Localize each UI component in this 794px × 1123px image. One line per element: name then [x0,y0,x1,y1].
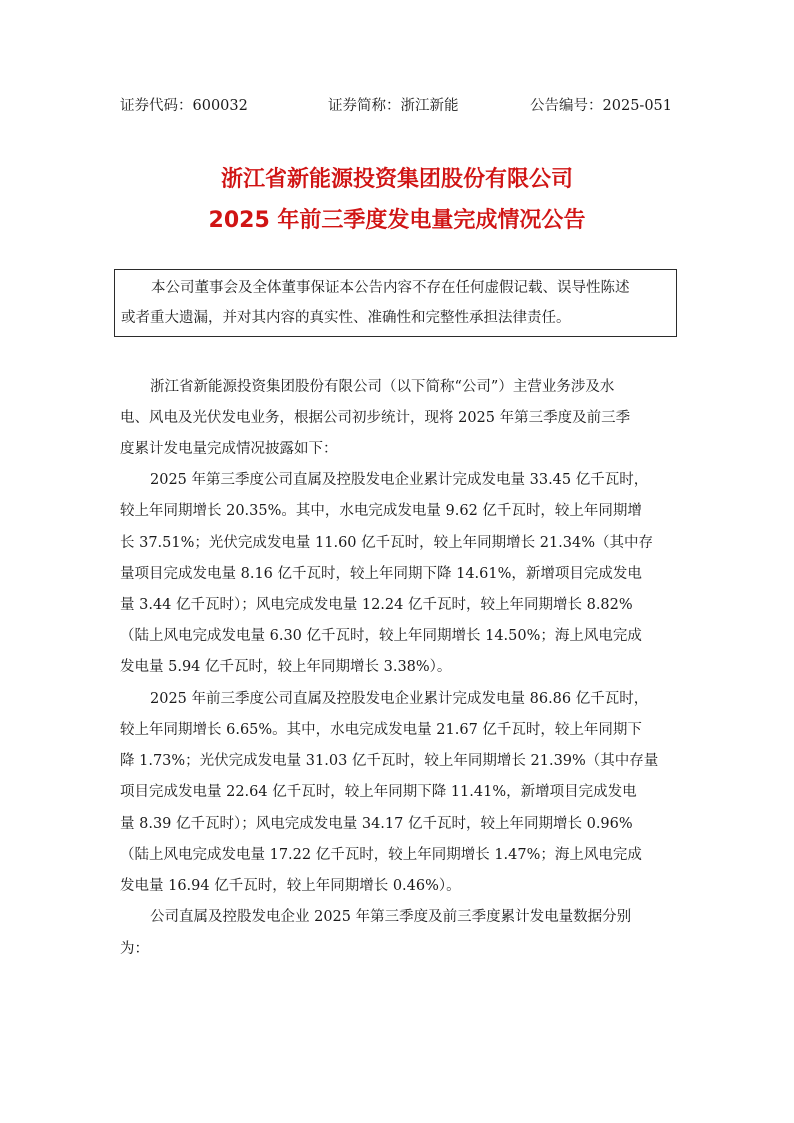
disclaimer-line: 或者重大遗漏，并对其内容的真实性、准确性和完整性承担法律责任。 [121,310,571,326]
paragraph-q3-line: 长 37.51%；光伏完成发电量 11.60 亿千瓦时，较上年同期增长 21.34%（其中存 [120,535,654,551]
paragraph-ytd-line: 2025 年前三季度公司直属及控股发电企业累计完成发电量 86.86 亿千瓦时， [150,691,649,707]
paragraph-q3-line: 量项目完成发电量 8.16 亿千瓦时，较上年同期下降 14.61%，新增项目完成发电 [120,566,642,582]
document-title-line2: 2025 年前三季度发电量完成情况公告 [208,208,586,233]
paragraph-data-line: 公司直属及控股发电企业 2025 年第三季度及前三季度累计发电量数据分别 [150,909,632,925]
paragraph-ytd-line: 降 1.73%；光伏完成发电量 31.03 亿千瓦时，较上年同期增长 21.39%（其中存量 [120,753,659,769]
stock-abbreviation: 证券简称：浙江新能 [328,98,459,114]
paragraph-q3-line: （陆上风电完成发电量 6.30 亿千瓦时，较上年同期增长 14.50%；海上风电完成 [120,628,642,644]
disclaimer-box [114,269,677,337]
document-title-line1: 浙江省新能源投资集团股份有限公司 [220,167,573,192]
paragraph-intro-line: 度累计发电量完成情况披露如下： [120,441,338,457]
paragraph-data-line: 为： [120,941,149,957]
paragraph-ytd-line: 项目完成发电量 22.64 亿千瓦时，较上年同期下降 11.41%，新增项目完成发电 [120,784,637,800]
paragraph-q3-line: 量 3.44 亿千瓦时）；风电完成发电量 12.24 亿千瓦时，较上年同期增长 8.82% [120,597,633,613]
paragraph-q3-line: 较上年同期增长 20.35%。其中，水电完成发电量 9.62 亿千瓦时，较上年同期增 [120,503,642,519]
paragraph-intro-line: 电、风电及光伏发电业务，根据公司初步统计，现将 2025 年第三季度及前三季 [120,410,631,426]
stock-code: 证券代码：600032 [120,98,248,114]
disclaimer-line: 本公司董事会及全体董事保证本公告内容不存在任何虚假记载、误导性陈述 [151,280,630,296]
paragraph-ytd-line: 发电量 16.94 亿千瓦时，较上年同期增长 0.46%）。 [120,878,461,894]
notice-number: 公告编号：2025-051 [530,98,672,114]
paragraph-q3-line: 2025 年第三季度公司直属及控股发电企业累计完成发电量 33.45 亿千瓦时， [150,472,649,488]
paragraph-ytd-line: 较上年同期增长 6.65%。其中，水电完成发电量 21.67 亿千瓦时，较上年同期下 [120,722,642,738]
paragraph-ytd-line: 量 8.39 亿千瓦时）；风电完成发电量 34.17 亿千瓦时，较上年同期增长 0.96% [120,816,633,832]
paragraph-ytd-line: （陆上风电完成发电量 17.22 亿千瓦时，较上年同期增长 1.47%；海上风电完成 [120,847,642,863]
paragraph-q3-line: 发电量 5.94 亿千瓦时，较上年同期增长 3.38%）。 [120,659,452,675]
paragraph-intro-line: 浙江省新能源投资集团股份有限公司（以下简称“公司”）主营业务涉及水 [150,379,615,395]
document-header [120,96,672,116]
